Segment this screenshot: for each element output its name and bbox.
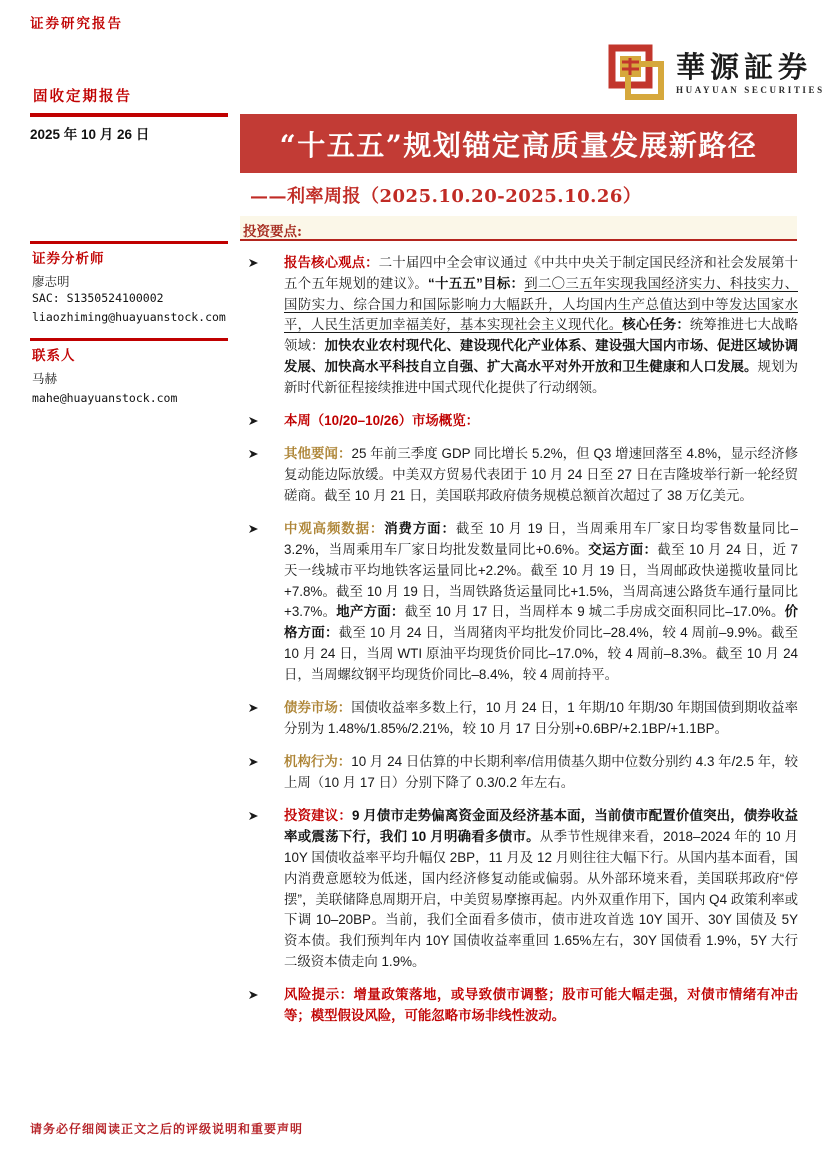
text-segment: 加快农业农村现代化、建设现代化产业体系、建设强大国内市场、促进区域协调发展、加快高水平科技自立自强、扩大高水平对外开放和卫生健康和人口发展。 — [284, 338, 799, 374]
text-segment: 统筹推进七大战略领域： — [284, 317, 799, 354]
text-segment: 10 月 24 日估算的中长期利率/信用债基久期中位数分别约 4.3 年/2.5 年，较上周（10 月 17 日）分别下降了 0.3/0.2 年左右。 — [284, 754, 799, 791]
text-segment: 规划为新时代新征程接续推进中国式现代化提供了行动纲领。 — [284, 358, 798, 395]
report-title: “十五五”规划锚定高质量发展新路径 — [279, 128, 758, 162]
text-segment: 机构行为： — [284, 754, 352, 770]
text-segment: 截至 10 月 19 日，当周乘用车厂家日均零售数量同比–3.2%，当周乘用车厂家日均批发数量同比+0.6%。 — [284, 521, 799, 558]
text-segment: 债券市场： — [284, 700, 352, 716]
text-segment: 交运方面： — [588, 542, 658, 558]
analyst-sac-number: SAC: S1350524100002 — [32, 291, 164, 305]
report-type-label: 证券研究报告 — [30, 16, 123, 32]
category-divider — [30, 113, 228, 117]
contact-name: 马赫 — [32, 371, 58, 386]
highlights-bullet-list — [247, 253, 798, 1039]
text-segment: 地产方面： — [336, 604, 405, 620]
text-segment: 核心任务： — [622, 317, 690, 333]
text-segment: 25 年前三季度 GDP 同比增长 5.2%，但 Q3 增速回落至 4.8%，显示经济修复动能边际放缓。中美双方贸易代表团于 10 月 24 日至 27 日在吉隆坡举行新一轮经贸磋商。截至 10 月 21 日，美国联邦政府债务规模总额首次超过了 38 万亿美元。 — [284, 446, 798, 503]
bullet-item — [247, 752, 798, 794]
text-segment: 二十届四中全会审议通过《中共中央关于制定国民经济和社会发展第十五个五年规划的建议》。 — [284, 255, 799, 291]
report-category-label: 固收定期报告 — [33, 88, 132, 105]
bullet-item — [247, 806, 798, 972]
company-name-en: HUAYUAN SECURITIES — [676, 85, 825, 95]
investment-highlights-label: 投资要点: — [243, 224, 302, 240]
text-segment: 投资建议： — [284, 808, 352, 824]
title-banner — [240, 114, 797, 173]
report-date: 2025 年 10 月 26 日 — [30, 127, 150, 142]
text-segment: 从季节性规律来看，2018–2024 年的 10 月 10Y 国债收益率平均升幅仅 2BP，11 月及 12 月则往往大幅下行。从国内基本面看，国内消费意愿较为低迷，国内经济修复动能或偏弱。从外部环境来看，美国联邦政府“停摆”，美联储降息周期开启，中美贸易摩擦再起。内外双重作用下，国内 Q4 政策利率或下调 10–20BP。当前，我们全面看多债市，债市进攻首选 10Y 国开、30Y 国债及 5Y 资本债。我们预判年内 10Y 国债收益率重回 1.65%左右，30Y 国债看 1.9%，5Y 大行二级资本债走向 1.9%。 — [284, 829, 798, 969]
text-segment: 截至 10 月 17 日，当周样本 9 城二手房成交面积同比–17.0%。 — [404, 604, 785, 620]
bullet-item — [247, 985, 798, 1027]
company-logo — [608, 44, 825, 102]
seal-icon — [608, 44, 666, 102]
text-segment: 价格方面： — [284, 604, 799, 641]
text-segment: 本周（10/20–10/26）市场概览： — [284, 413, 479, 429]
text-segment: 其他要闻： — [284, 446, 352, 462]
bullet-arrow-icon — [248, 702, 260, 714]
analyst-divider — [30, 241, 228, 244]
analyst-name: 廖志明 — [32, 274, 70, 289]
bullet-item — [247, 444, 798, 506]
text-segment: 截至 10 月 24 日，近 7 天一线城市平均地铁客运量同比+2.2%。截至 10 月 19 日，当周邮政快递揽收量同比+7.8%。截至 10 月 19 日，当周铁路货运量同比+1.5%，当周高速公路货车通行量同比+3.7%。 — [284, 542, 799, 620]
disclaimer-footer: 请务必仔细阅读正文之后的评级说明和重要声明 — [30, 1122, 304, 1136]
bullet-item — [247, 698, 798, 740]
investment-highlights-bar — [240, 216, 797, 241]
bullet-arrow-icon — [248, 257, 260, 269]
contact-email: mahe@huayuanstock.com — [32, 391, 178, 405]
contact-divider — [30, 338, 228, 341]
bullet-arrow-icon — [248, 448, 260, 460]
report-subtitle: ——利率周报（2025.10.20-2025.10.26） — [250, 186, 642, 207]
text-segment: 9 月债市走势偏离资金面及经济基本面，当前债市配置价值突出，债券收益率或震荡下行，我们 10 月明确看多债市。 — [284, 808, 798, 845]
text-segment: 消费方面： — [384, 521, 456, 537]
text-segment: 到二〇三五年实现我国经济实力、科技实力、国防实力、综合国力和国际影响力大幅跃升，人均国内生产总值达到中等发达国家水平，人民生活更加幸福美好，基本实现社会主义现代化。 — [284, 275, 798, 333]
text-segment: 风险提示：增量政策落地，或导致债市调整；股市可能大幅走强，对债市情绪有冲击等；模型假设风险，可能忽略市场非线性波动。 — [284, 987, 798, 1023]
text-segment: “十五五”目标： — [428, 275, 525, 291]
company-name — [676, 51, 825, 95]
bullet-arrow-icon — [248, 523, 260, 535]
bullet-item — [247, 411, 798, 432]
bullet-arrow-icon — [248, 756, 260, 768]
text-segment: 国债收益率多数上行，10 月 24 日，1 年期/10 年期/30 年期国债到期收益率分别为 1.48%/1.85%/2.21%，较 10 月 17 日分别+0.6BP/+2.1BP/+1.1BP。 — [284, 700, 798, 736]
bullet-arrow-icon — [248, 810, 260, 822]
bullet-item — [247, 253, 798, 399]
analyst-heading: 证券分析师 — [32, 251, 105, 267]
text-segment: 截至 10 月 24 日，当周猪肉平均批发价同比–28.4%，较 4 周前–9.9%。截至 10 月 24 日，当周 WTI 原油平均现货价同比–17.0%，较 4 周前–8.3%。截至 10 月 24 日，当周螺纹钢平均现货价同比–8.4%，较 4 周前持平。 — [284, 625, 798, 682]
bullet-arrow-icon — [248, 989, 260, 1001]
bullet-arrow-icon — [248, 415, 260, 427]
analyst-email: liaozhiming@huayuanstock.com — [32, 310, 226, 324]
text-segment: 报告核心观点： — [284, 255, 379, 270]
company-name-cn: 華源証券 — [676, 50, 813, 84]
text-segment: 中观高频数据： — [284, 521, 385, 537]
bullet-item — [247, 519, 798, 685]
contact-heading: 联系人 — [32, 348, 76, 364]
